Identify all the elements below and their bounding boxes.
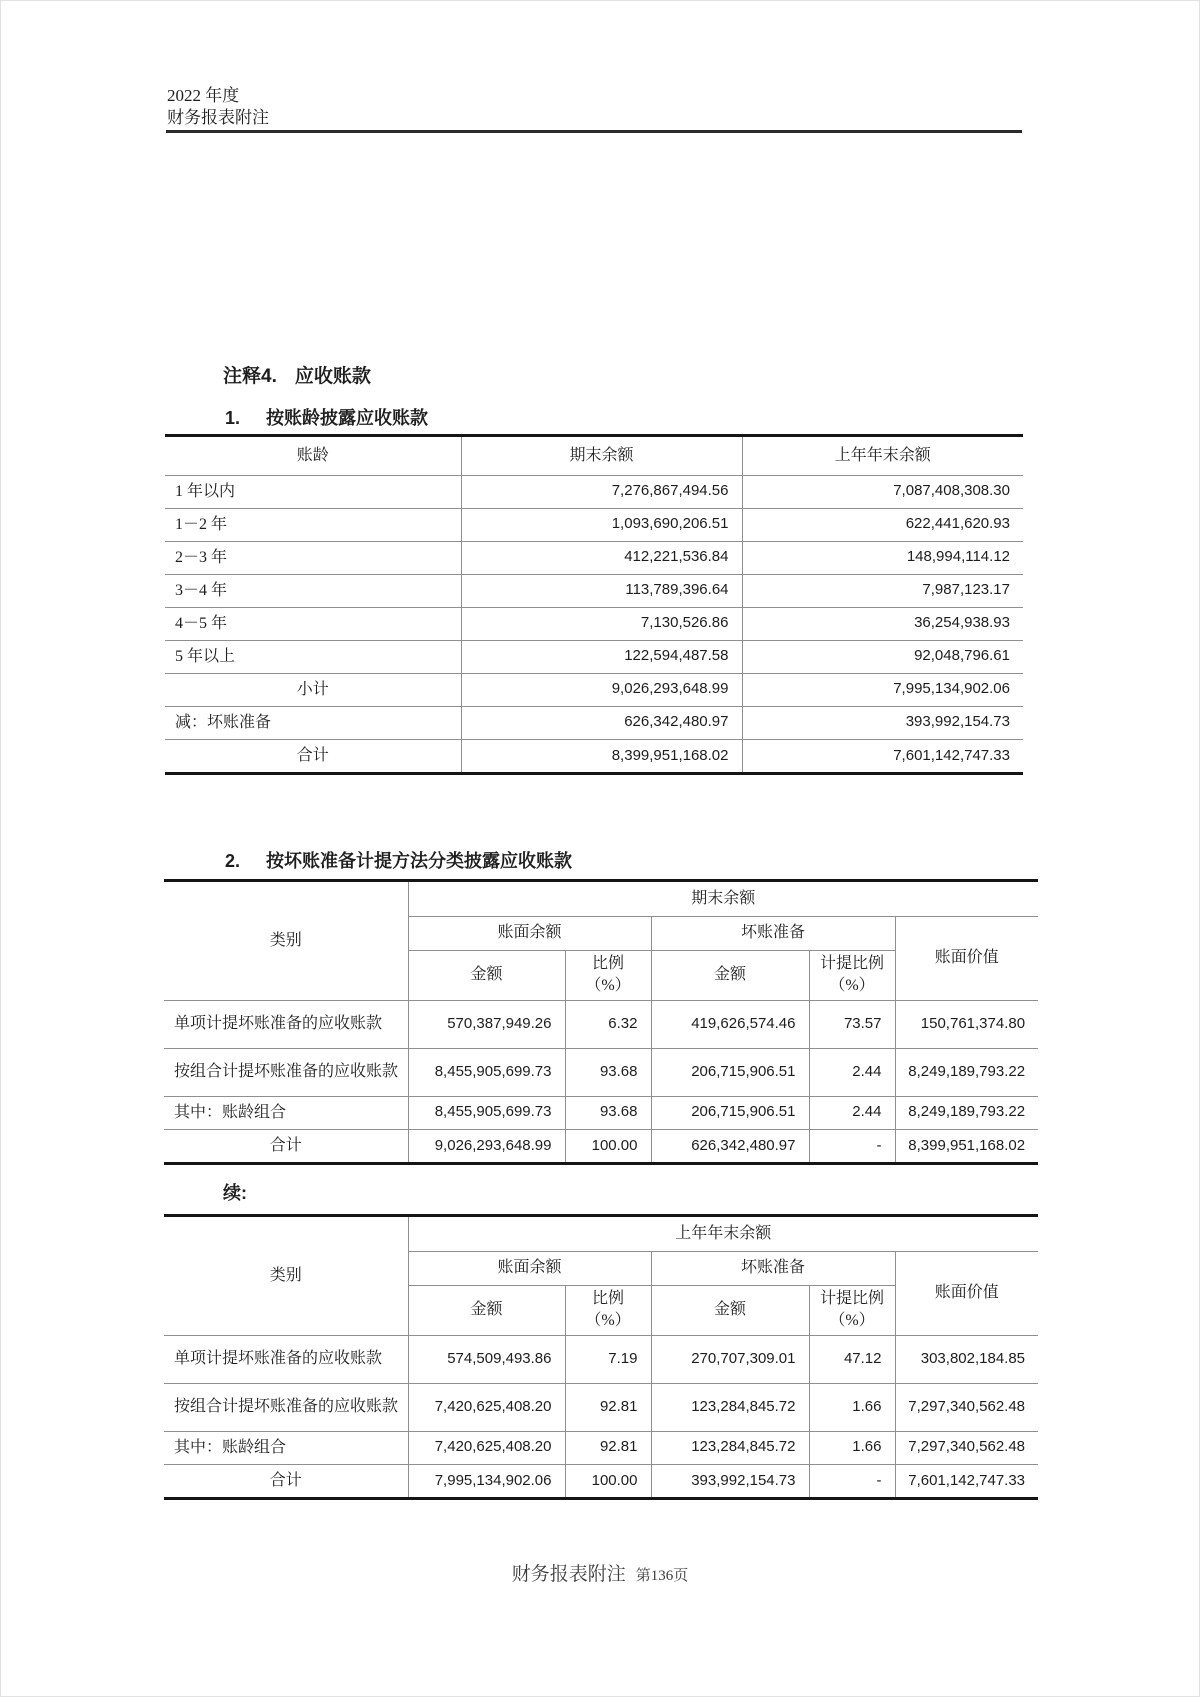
page-footer xyxy=(1,1559,1199,1586)
col-provision-ratio xyxy=(809,1285,895,1335)
col-provision-ratio-line1: 计提比例 xyxy=(819,955,884,973)
section1-number: 1. xyxy=(225,408,241,428)
section1-title-text: 按账龄披露应收账款 xyxy=(266,408,429,428)
aging-current-value: 626,342,480.97 xyxy=(461,706,742,739)
bad-debt-value: 123,284,845.72 xyxy=(651,1431,809,1464)
col-book-balance: 账面余额 xyxy=(408,1251,651,1285)
col-provision-ratio-line2: （%） xyxy=(829,977,875,994)
amount-value: 7,995,134,902.06 xyxy=(408,1464,565,1497)
book-value: 8,399,951,168.02 xyxy=(895,1129,1038,1162)
provision-ratio-value: 2.44 xyxy=(809,1096,895,1129)
note-title-text: 应收账款 xyxy=(294,366,371,387)
aging-current-value: 1,093,690,206.51 xyxy=(461,508,742,541)
bad-debt-value: 206,715,906.51 xyxy=(651,1048,809,1096)
aging-prior-value: 7,601,142,747.33 xyxy=(742,739,1023,772)
provision-ratio-value: 2.44 xyxy=(809,1048,895,1096)
header-divider xyxy=(166,130,1022,133)
ratio-value: 93.68 xyxy=(565,1096,651,1129)
amount-value: 8,455,905,699.73 xyxy=(408,1096,565,1129)
less-provision-row xyxy=(165,706,1023,739)
col-amount: 金额 xyxy=(408,950,565,1000)
aging-current-value: 412,221,536.84 xyxy=(461,541,742,574)
col-ratio xyxy=(565,950,651,1000)
aging-header-row xyxy=(165,437,1023,475)
table-row xyxy=(165,607,1023,640)
col-ratio-line2: （%） xyxy=(585,977,631,994)
category-label: 按组合计提坏账准备的应收账款 xyxy=(164,1383,408,1431)
ratio-value: 92.81 xyxy=(565,1431,651,1464)
provision-method-table-current xyxy=(164,879,1038,1165)
ratio-value: 100.00 xyxy=(565,1129,651,1162)
table-row xyxy=(164,1335,1038,1383)
aging-prior-value: 148,994,114.12 xyxy=(742,541,1023,574)
category-label: 合计 xyxy=(164,1129,408,1162)
table-row xyxy=(165,475,1023,508)
aging-col-current: 期末余额 xyxy=(461,437,742,475)
aging-row-label: 5 年以上 xyxy=(165,640,461,673)
category-label: 单项计提坏账准备的应收账款 xyxy=(164,1000,408,1048)
ratio-value: 92.81 xyxy=(565,1383,651,1431)
col-bad-debt: 坏账准备 xyxy=(651,916,895,950)
note-number: 注释4. xyxy=(223,366,277,387)
amount-value: 570,387,949.26 xyxy=(408,1000,565,1048)
aging-row-label: 1－2 年 xyxy=(165,508,461,541)
ratio-value: 93.68 xyxy=(565,1048,651,1096)
page-header xyxy=(167,85,269,129)
category-label: 单项计提坏账准备的应收账款 xyxy=(164,1335,408,1383)
aging-row-label: 3－4 年 xyxy=(165,574,461,607)
period-header: 上年年末余额 xyxy=(408,1217,1038,1251)
aging-prior-value: 393,992,154.73 xyxy=(742,706,1023,739)
aging-prior-value: 36,254,938.93 xyxy=(742,607,1023,640)
provision-ratio-value: - xyxy=(809,1464,895,1497)
aging-current-value: 113,789,396.64 xyxy=(461,574,742,607)
provision-ratio-value: 1.66 xyxy=(809,1431,895,1464)
provision-header-row1 xyxy=(164,1217,1038,1251)
table-row xyxy=(164,1383,1038,1431)
aging-table xyxy=(165,434,1023,775)
total-row xyxy=(164,1464,1038,1497)
bad-debt-value: 123,284,845.72 xyxy=(651,1383,809,1431)
aging-row-label: 4－5 年 xyxy=(165,607,461,640)
amount-value: 8,455,905,699.73 xyxy=(408,1048,565,1096)
ratio-value: 7.19 xyxy=(565,1335,651,1383)
total-row xyxy=(165,739,1023,772)
table-row xyxy=(164,1048,1038,1096)
col-ratio-line2: （%） xyxy=(585,1312,631,1329)
aging-row-label: 2－3 年 xyxy=(165,541,461,574)
amount-value: 574,509,493.86 xyxy=(408,1335,565,1383)
aging-row-label: 合计 xyxy=(165,739,461,772)
provision-ratio-value: - xyxy=(809,1129,895,1162)
header-doc-line: 财务报表附注 xyxy=(167,108,269,127)
bad-debt-value: 270,707,309.01 xyxy=(651,1335,809,1383)
col-provision-ratio-line2: （%） xyxy=(829,1312,875,1329)
provision-ratio-value: 47.12 xyxy=(809,1335,895,1383)
aging-current-value: 122,594,487.58 xyxy=(461,640,742,673)
section2-title-text: 按坏账准备计提方法分类披露应收账款 xyxy=(266,851,573,871)
table-row xyxy=(165,508,1023,541)
col-provision-ratio xyxy=(809,950,895,1000)
header-year-line: 2022 年度 xyxy=(167,86,240,105)
provision-method-table-prior xyxy=(164,1214,1038,1500)
provision-header-row1 xyxy=(164,882,1038,916)
col-ratio-line1: 比例 xyxy=(591,955,624,973)
table-row xyxy=(165,640,1023,673)
col-ratio xyxy=(565,1285,651,1335)
provision-table-grid xyxy=(164,882,1038,1162)
amount-value: 7,420,625,408.20 xyxy=(408,1431,565,1464)
aging-prior-value: 7,987,123.17 xyxy=(742,574,1023,607)
aging-current-value: 7,276,867,494.56 xyxy=(461,475,742,508)
col-book-value: 账面价值 xyxy=(895,916,1038,1000)
footer-label: 财务报表附注 xyxy=(511,1564,626,1585)
book-value: 7,601,142,747.33 xyxy=(895,1464,1038,1497)
table-row xyxy=(164,1000,1038,1048)
section2-number: 2. xyxy=(225,851,241,871)
aging-current-value: 9,026,293,648.99 xyxy=(461,673,742,706)
aging-col-prior: 上年年末余额 xyxy=(742,437,1023,475)
provision-ratio-value: 1.66 xyxy=(809,1383,895,1431)
col-category: 类别 xyxy=(164,882,408,1000)
book-value: 7,297,340,562.48 xyxy=(895,1383,1038,1431)
footer-page-number: 第136页 xyxy=(635,1568,689,1584)
continued-label: 续: xyxy=(223,1183,247,1203)
book-value: 7,297,340,562.48 xyxy=(895,1431,1038,1464)
col-book-value: 账面价值 xyxy=(895,1251,1038,1335)
col-provision-ratio-line1: 计提比例 xyxy=(819,1290,884,1308)
provision-table-grid xyxy=(164,1217,1038,1497)
aging-prior-value: 92,048,796.61 xyxy=(742,640,1023,673)
section2-title xyxy=(225,847,572,873)
table-row xyxy=(164,1096,1038,1129)
category-label: 按组合计提坏账准备的应收账款 xyxy=(164,1048,408,1096)
aging-prior-value: 622,441,620.93 xyxy=(742,508,1023,541)
subtotal-row xyxy=(165,673,1023,706)
col-amount: 金额 xyxy=(408,1285,565,1335)
aging-current-value: 8,399,951,168.02 xyxy=(461,739,742,772)
aging-row-label: 小计 xyxy=(165,673,461,706)
table-row xyxy=(164,1431,1038,1464)
aging-table-grid xyxy=(165,437,1023,772)
table-row xyxy=(165,541,1023,574)
table-row xyxy=(165,574,1023,607)
aging-row-label: 减：坏账准备 xyxy=(165,706,461,739)
book-value: 303,802,184.85 xyxy=(895,1335,1038,1383)
col-amount: 金额 xyxy=(651,1285,809,1335)
col-ratio-line1: 比例 xyxy=(591,1290,624,1308)
aging-row-label: 1 年以内 xyxy=(165,475,461,508)
aging-col-age: 账龄 xyxy=(165,437,461,475)
category-label: 其中：账龄组合 xyxy=(164,1431,408,1464)
book-value: 150,761,374.80 xyxy=(895,1000,1038,1048)
note-title xyxy=(223,361,371,388)
col-bad-debt: 坏账准备 xyxy=(651,1251,895,1285)
aging-current-value: 7,130,526.86 xyxy=(461,607,742,640)
category-label: 合计 xyxy=(164,1464,408,1497)
book-value: 8,249,189,793.22 xyxy=(895,1048,1038,1096)
provision-ratio-value: 73.57 xyxy=(809,1000,895,1048)
bad-debt-value: 626,342,480.97 xyxy=(651,1129,809,1162)
book-value: 8,249,189,793.22 xyxy=(895,1096,1038,1129)
ratio-value: 100.00 xyxy=(565,1464,651,1497)
period-header: 期末余额 xyxy=(408,882,1038,916)
col-book-balance: 账面余额 xyxy=(408,916,651,950)
section1-title xyxy=(225,404,428,430)
ratio-value: 6.32 xyxy=(565,1000,651,1048)
aging-prior-value: 7,995,134,902.06 xyxy=(742,673,1023,706)
bad-debt-value: 206,715,906.51 xyxy=(651,1096,809,1129)
amount-value: 9,026,293,648.99 xyxy=(408,1129,565,1162)
col-category: 类别 xyxy=(164,1217,408,1335)
aging-prior-value: 7,087,408,308.30 xyxy=(742,475,1023,508)
bad-debt-value: 419,626,574.46 xyxy=(651,1000,809,1048)
bad-debt-value: 393,992,154.73 xyxy=(651,1464,809,1497)
amount-value: 7,420,625,408.20 xyxy=(408,1383,565,1431)
category-label: 其中：账龄组合 xyxy=(164,1096,408,1129)
col-amount: 金额 xyxy=(651,950,809,1000)
total-row xyxy=(164,1129,1038,1162)
